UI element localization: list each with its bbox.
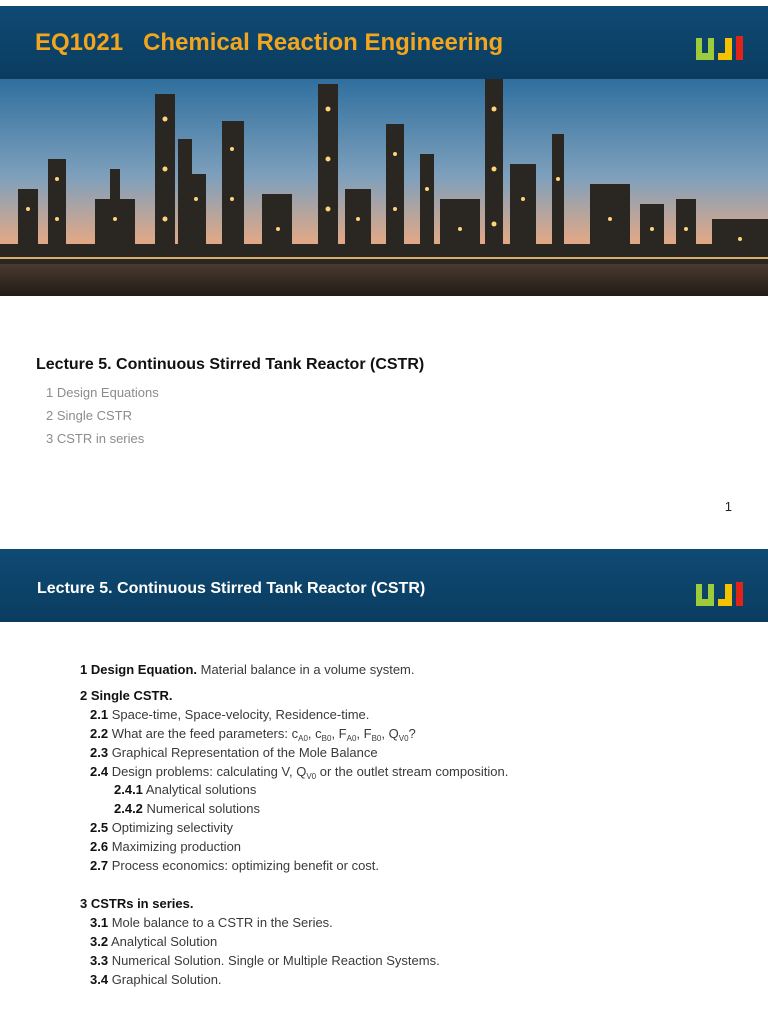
course-title: EQ1021 Chemical Reaction Engineering [35,29,504,56]
outline-item: 2.1 Space-time, Space-velocity, Residence-time. [90,707,370,722]
outline-slide [0,540,768,1024]
uji-logo [696,582,750,606]
section-heading: 3 CSTRs in series. [80,896,194,911]
outline-subitem: 2.4.1 Analytical solutions [114,782,257,797]
slide-banner [0,549,768,622]
outline-item: 2.7 Process economics: optimizing benefit or cost. [90,858,380,873]
contents-item: 3 CSTR in series [46,431,145,446]
title-banner [0,6,768,79]
outline-item: 3.2 Analytical Solution [90,934,218,949]
page-number: 1 [724,499,732,514]
section-heading: 2 Single CSTR. [80,688,173,703]
outline-item: 3.4 Graphical Solution. [90,972,222,987]
refinery-photo [0,79,768,296]
outline-subitem: 2.4.2 Numerical solutions [114,801,260,816]
outline-item: 2.4 Design problems: calculating V, $Q_{V0}$ or the outlet stream composition. [90,764,509,781]
outline-item: 2.2 What are the feed parameters: $c_{A0}$, $c_{B0}$, $F_{A0}$, $F_{B0}$, $Q_{V0}$? [90,726,416,743]
outline-item: 3.3 Numerical Solution. Single or Multiple Reaction Systems. [90,953,440,968]
contents-item: 1 Design Equations [46,385,159,400]
outline-item: 3.1 Mole balance to a CSTR in the Series. [90,915,333,930]
outline-item: 2.3 Graphical Representation of the Mole Balance [90,745,378,760]
slide-title: Lecture 5. Continuous Stirred Tank Reactor (CSTR) [37,580,426,597]
contents-list [46,381,159,450]
lecture-title: Lecture 5. Continuous Stirred Tank Reactor (CSTR) [36,356,425,373]
outline-item: 2.5 Optimizing selectivity [90,820,234,835]
outline-item: 2.6 Maximizing production [90,839,242,854]
contents-item: 2 Single CSTR [46,408,132,423]
uji-logo [696,36,750,60]
outline-item: 1 Design Equation. Material balance in a volume system. [80,662,415,677]
